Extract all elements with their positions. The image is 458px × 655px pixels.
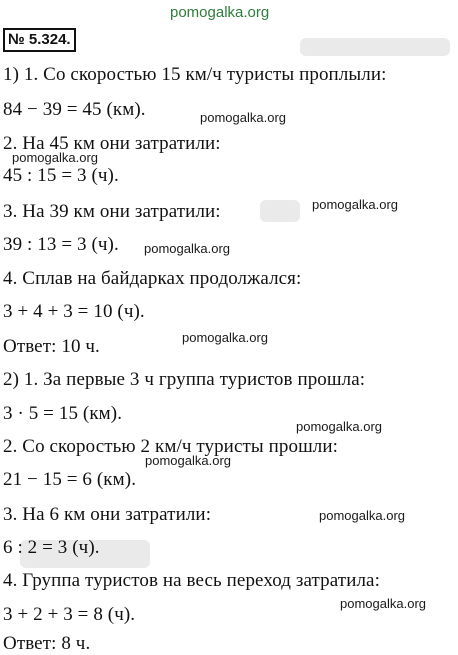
watermark: pomogalka.org [144, 241, 230, 256]
solution-line: 2. На 45 км они затратили: [3, 133, 221, 154]
scan-smudge [260, 200, 300, 222]
answer-line: Ответ: 10 ч. [3, 336, 100, 357]
solution-line: 39 : 13 = 3 (ч). [3, 234, 119, 255]
watermark: pomogalka.org [296, 419, 382, 434]
solution-line: 2) 1. За первые 3 ч группа туристов прошла: [3, 369, 366, 390]
solution-line: 45 : 15 = 3 (ч). [3, 165, 119, 186]
solution-line: 3. На 6 км они затратили: [3, 504, 212, 525]
solution-line: 1) 1. Со скоростью 15 км/ч туристы проплыли: [3, 64, 387, 85]
solution-line: 6 : 2 = 3 (ч). [3, 537, 100, 558]
solution-line: 3 + 4 + 3 = 10 (ч). [3, 301, 145, 322]
solution-line: 4. Группа туристов на весь переход затратила: [3, 570, 380, 591]
watermark: pomogalka.org [340, 596, 426, 611]
scan-smudge [300, 38, 450, 56]
watermark: pomogalka.org [200, 110, 286, 125]
watermark: pomogalka.org [12, 150, 98, 165]
solution-line: 3. На 39 км они затратили: [3, 201, 221, 222]
top-watermark: pomogalka.org [170, 4, 270, 21]
answer-line: Ответ: 8 ч. [3, 633, 91, 654]
solution-line: 84 − 39 = 45 (км). [3, 99, 146, 120]
watermark: pomogalka.org [319, 508, 405, 523]
problem-number-badge: № 5.324. [3, 28, 76, 52]
solution-line: 3 · 5 = 15 (км). [3, 403, 123, 424]
solution-line: 21 − 15 = 6 (км). [3, 469, 137, 490]
solution-line: 2. Со скоростью 2 км/ч туристы прошли: [3, 436, 339, 457]
watermark: pomogalka.org [312, 197, 398, 212]
watermark: pomogalka.org [145, 453, 231, 468]
watermark: pomogalka.org [182, 330, 268, 345]
solution-line: 3 + 2 + 3 = 8 (ч). [3, 604, 136, 625]
solution-line: 4. Сплав на байдарках продолжался: [3, 268, 302, 289]
